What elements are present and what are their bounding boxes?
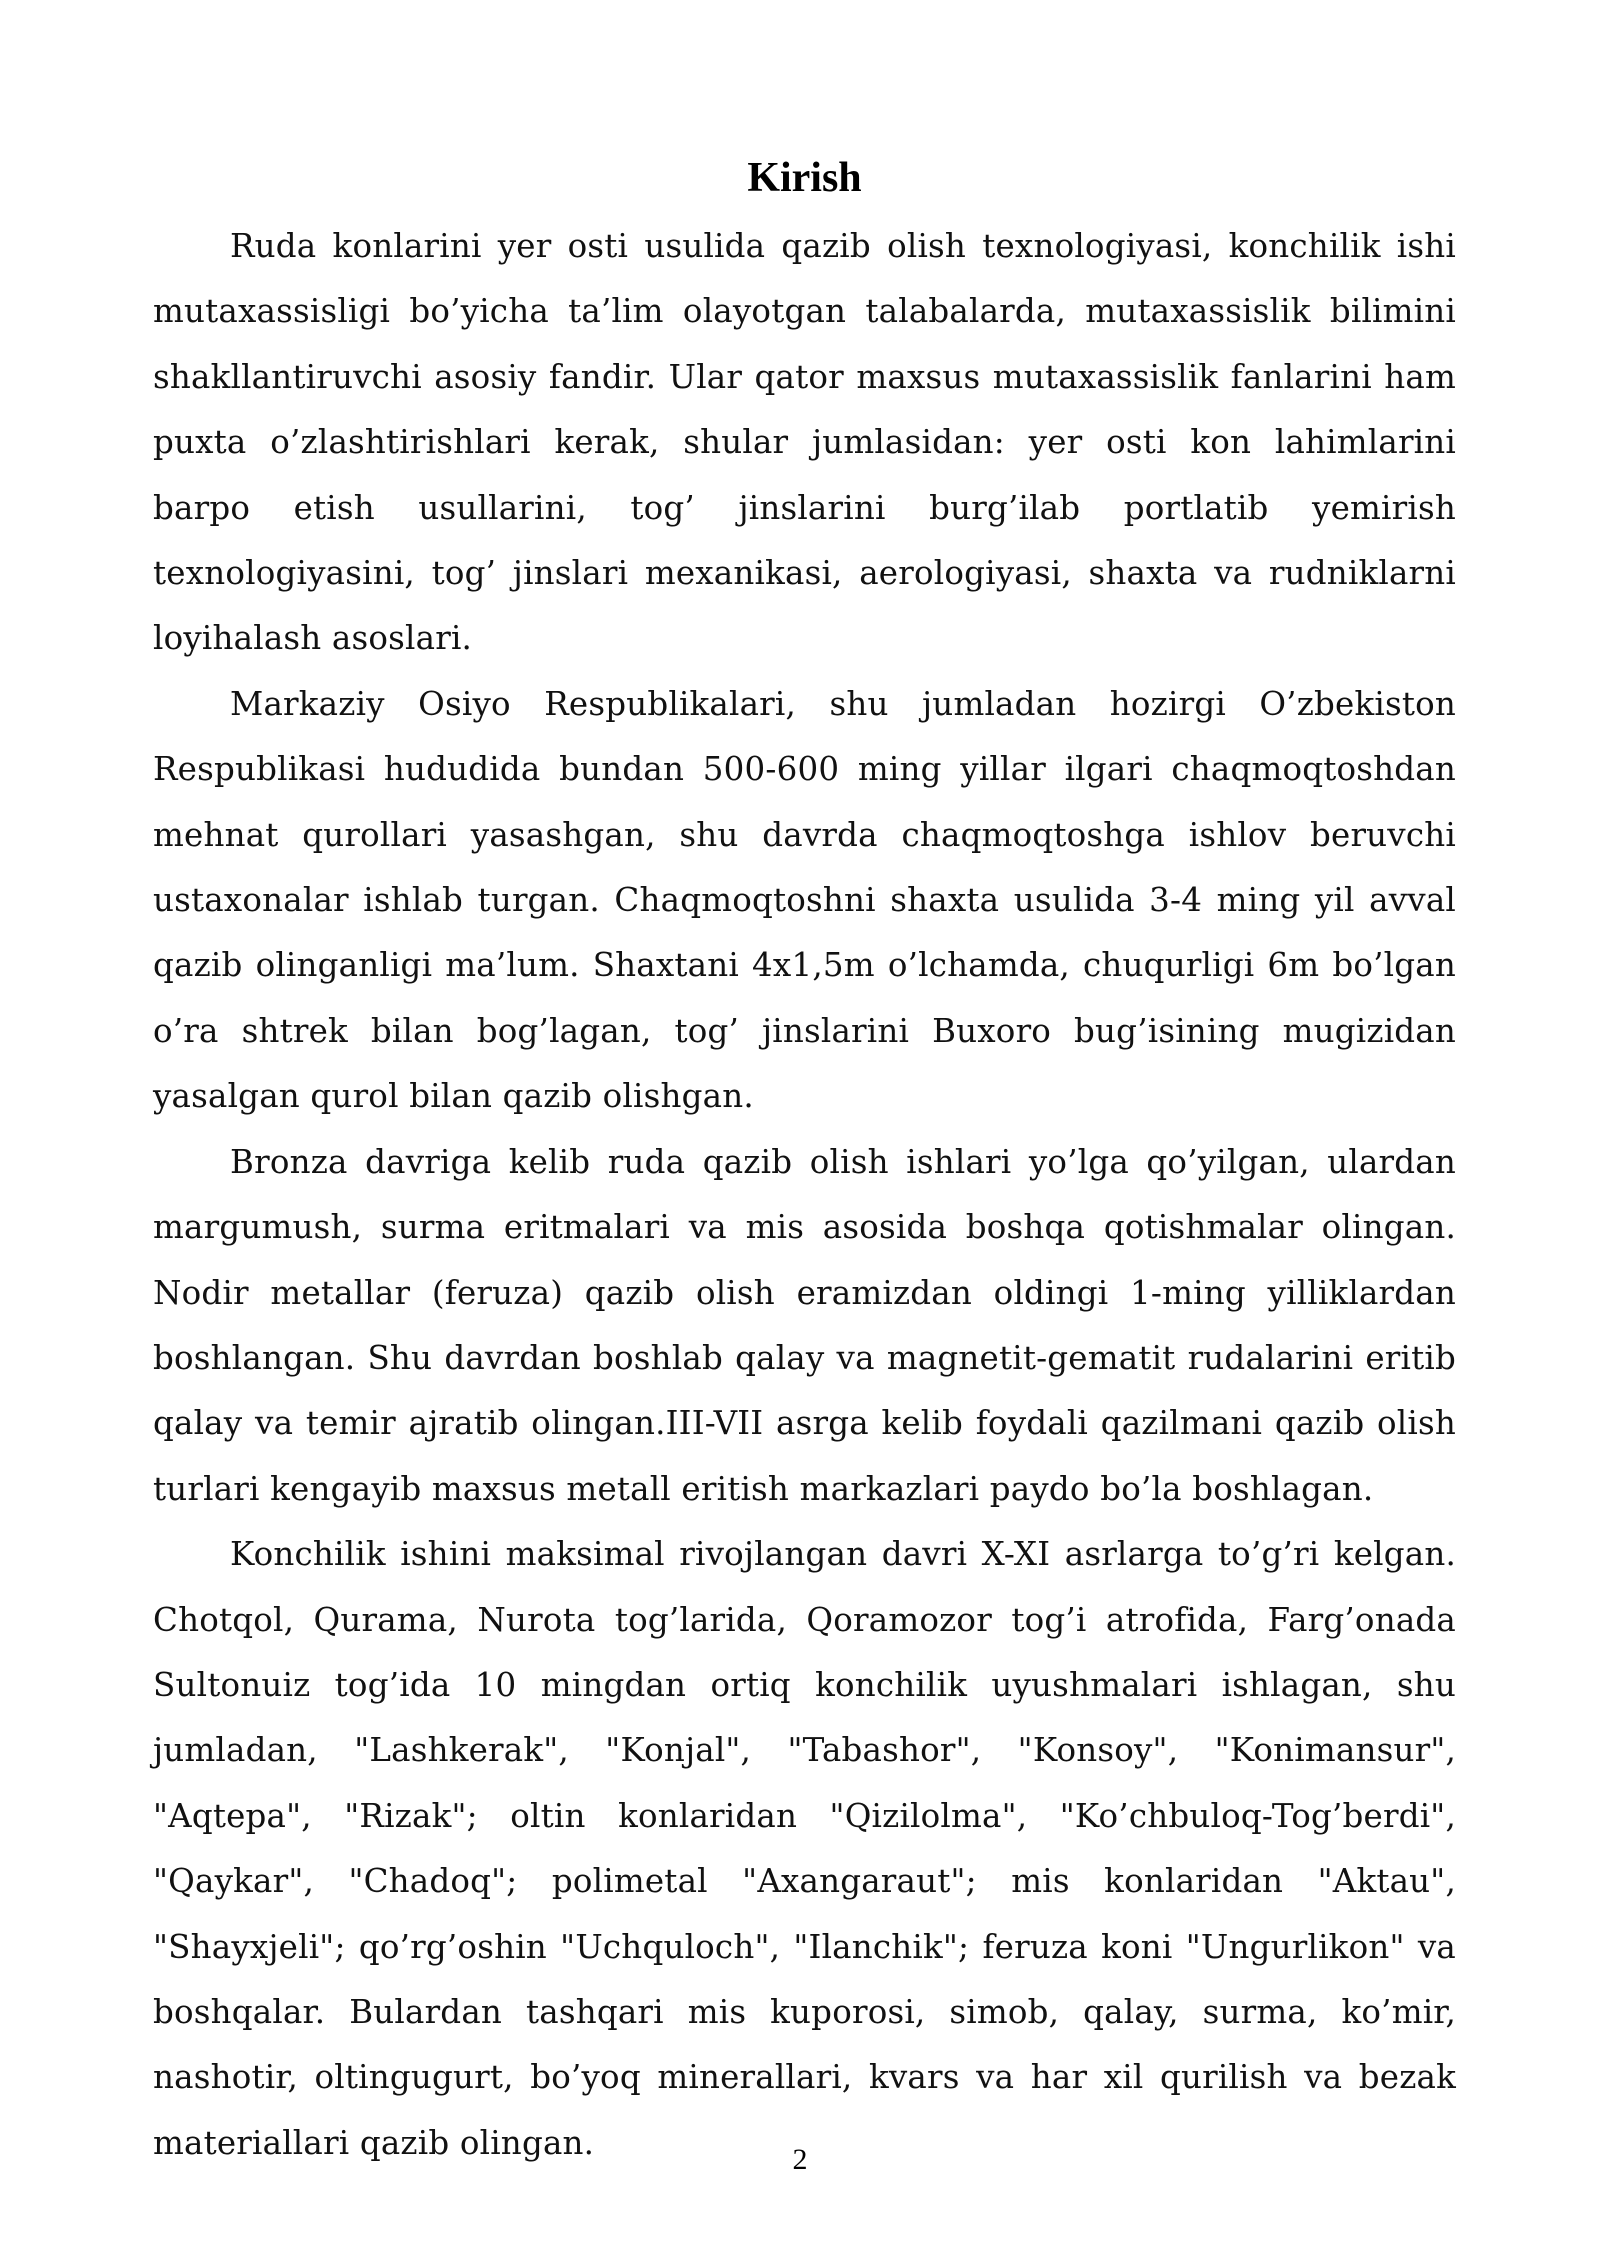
page-number: 2 xyxy=(792,2143,808,2176)
page-title: Kirish xyxy=(747,155,862,201)
page-content xyxy=(153,150,1456,2176)
paragraph-4: Konchilik ishini maksimal rivojlangan davri X-XI asrlarga to’g’ri kelgan. Chotqol, Qurama, Nurota tog’larida, Qoramozor tog’i atrofida, Farg’onada Sultonuiz tog’ida 10 mingdan ortiq konchilik uyushmalari ishlagan, shu jumladan, "Lashkerak", "Konjal", "Tabashor", "Konsoy", "Konimansur", "Aqtepa", "Rizak"; oltin konlaridan "Qizilolma", "Ko’chbuloq-Tog’berdi", "Qaykar", "Chadoq"; polimetal "Axangaraut"; mis konlaridan "Aktau", "Shayxjeli"; qo’rg’oshin "Uchquloch", "Ilanchik"; feruza koni "Ungurlikon" va boshqalar. Bulardan tashqari mis kuporosi, simob, qalay, surma, ko’mir, nashotir, oltingugurt, bo’yoq minerallari, kvars va har xil qurilish va bezak materiallari qazib olingan. xyxy=(153,1535,1456,2162)
paragraph-3: Bronza davriga kelib ruda qazib olish ishlari yo’lga qo’yilgan, ulardan margumush, surma eritmalari va mis asosida boshqa qotishmalar olingan. Nodir metallar (feruza) qazib olish eramizdan oldingi 1-ming yilliklardan boshlangan. Shu davrdan boshlab qalay va magnetit-gematit rudalarini eritib qalay va temir ajratib olingan.III-VII asrga kelib foydali qazilmani qazib olish turlari kengayib maxsus metall eritish markazlari paydo bo’la boshlagan. xyxy=(153,1142,1456,1508)
paragraph-2: Markaziy Osiyo Respublikalari, shu jumladan hozirgi O’zbekiston Respublikasi hududida bundan 500-600 ming yillar ilgari chaqmoqtoshdan mehnat qurollari yasashgan, shu davrda chaqmoqtoshga ishlov beruvchi ustaxonalar ishlab turgan. Chaqmoqtoshni shaxta usulida 3-4 ming yil avval qazib olinganligi ma’lum. Shaxtani 4x1,5m o’lchamda, chuqurligi 6m bo’lgan o’ra shtrek bilan bog’lagan, tog’ jinslarini Buxoro bug’isining mugizidan yasalgan qurol bilan qazib olishgan. xyxy=(153,684,1456,1116)
paragraph-1: Ruda konlarini yer osti usulida qazib olish texnologiyasi, konchilik ishi mutaxassisligi bo’yicha ta’lim olayotgan talabalarda, mutaxassislik bilimini shakllantiruvchi asosiy fandir. Ular qator maxsus mutaxassislik fanlarini ham puxta o’zlashtirishlari kerak, shular jumlasidan: yer osti kon lahimlarini barpo etish usullarini, tog’ jinslarini burg’ilab portlatib yemirish texnologiyasini, tog’ jinslari mexanikasi, aerologiyasi, shaxta va rudniklarni loyihalash asoslari. xyxy=(153,227,1456,658)
